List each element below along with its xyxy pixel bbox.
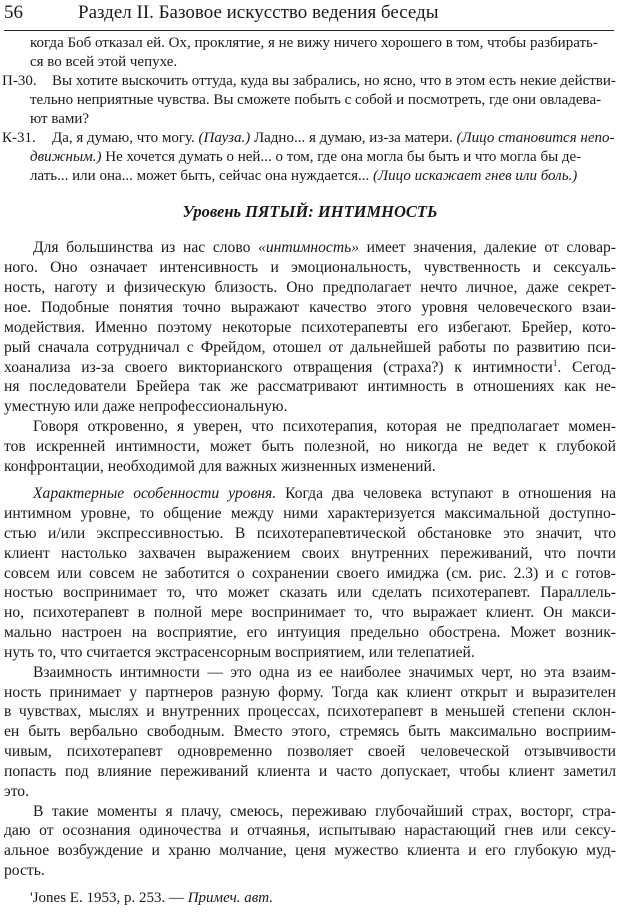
section-heading-part: : ИНТИМНОСТЬ (308, 202, 438, 221)
speaker-label: К-31. (2, 130, 36, 146)
dialogue-text: Да, я думаю, что могу. (52, 130, 195, 146)
paragraph-line: ного. Оно означает интенсивность и эмоциональность, чувственность и сексуаль- (4, 258, 616, 276)
dialogue-text: Не хочется думать о ней... о том, где она могла бы быть и что могла бы де- (105, 149, 582, 165)
text: имеет значения, далекие от словар- (359, 239, 617, 256)
text: . Сегод- (557, 358, 616, 376)
dialogue-line (30, 148, 581, 167)
paragraph-line: нуть то, что считается экстрасенсорным восприятием, или телепатией. (4, 643, 475, 661)
paragraph-line: ное. Подобные понятия точно выражают качество этого уровня человеческого взаи- (4, 298, 616, 316)
stage-direction: (Лицо искажает гнев или боль.) (373, 168, 578, 184)
paragraph-line: интимном уровне, то общение между ними характеризуется максимальной доступно- (4, 505, 616, 523)
dialogue-line: ют вами? (30, 111, 90, 127)
paragraph-line: ня последователи Брейера так же рассматривают интимность в отношениях как не- (4, 378, 616, 396)
stage-direction: (Лицо становится непо- (456, 130, 615, 146)
paragraph-line: рость. (4, 862, 45, 880)
paragraph-line: модействия. Именно поэтому некоторые психотерапевты его избегают. Брейер, кото- (4, 318, 616, 336)
paragraph-line (33, 237, 616, 259)
dialogue-line (30, 167, 577, 186)
text: Для большинства из нас слово (33, 239, 259, 256)
paragraph-line: даю от осознания одиночества и отчаянья, испытываю нарастающий гнев или сексу- (4, 822, 616, 840)
dialogue-text: Ладно... я думаю, из-за матери. (253, 130, 453, 146)
footnote (30, 889, 273, 908)
running-header (4, 0, 614, 31)
text: хоанализа из-за своего викторианского отвращения (страха?) к интимности (4, 358, 553, 376)
paragraph-line: Взаимность интимности — это одна из ее наиболее значимых черт, но эта взаим- (33, 663, 616, 681)
speaker-label: П-30. (2, 73, 37, 89)
paragraph-line: но, психотерапевт в полной мере воспринимает то, что выражает клиент. Он макси- (4, 604, 616, 622)
page-number: 56 (4, 2, 23, 23)
paragraph-line: мально настроен на восприятие, его интуиция предельно обострена. Может возник- (4, 624, 616, 642)
paragraph-line: это. (4, 782, 29, 800)
paragraph-line: ен быть вербально свободным. Вместо этого, стремясь быть максимально восприим- (4, 723, 616, 741)
paragraph-line: стью и/или экспрессивностью. В психотерапевтической обстановке это значит, что (4, 524, 616, 542)
paragraph-line: Говоря откровенно, я уверен, что психотерапия, которая не предполагает момен- (33, 418, 616, 436)
section-heading-part: ПЯТЫЙ (245, 202, 309, 221)
paragraph-line: тов искренней интимности, может быть полезной, но никогда не ведет к глубокой (4, 438, 616, 456)
paragraph-line: В такие моменты я плачу, смеюсь, переживаю глубочайший страх, восторг, стра- (33, 802, 616, 820)
dialogue-line (52, 129, 615, 148)
dialogue-line: ся во всей этой чепухе. (30, 54, 178, 70)
footnote-reference: 'Jones E. 1953, p. 253. — (30, 890, 188, 906)
paragraph-line: конфронтации, необходимой для важных жизненных изменений. (4, 458, 436, 476)
dialogue-line: когда Боб отказал ей. Ох, проклятие, я не вижу ничего хорошего в том, чтобы разбирать- (30, 35, 598, 51)
stage-direction: (Пауза.) (198, 130, 251, 146)
paragraph-line: ность, наготу и физическую близость. Оно предполагает нечто личное, даже секрет- (4, 278, 616, 296)
paragraph-line: клиент настолько захвачен выражением своих внутренних переживаний, что почти (4, 544, 616, 562)
paragraph-line: альное возбуждение и храню молчание, ценя мужество клиента и его глубокую муд- (4, 842, 616, 860)
dialogue-text: лать... или она... может быть, сейчас она нуждается... (30, 168, 370, 184)
emphasis: «интимность» (258, 239, 360, 256)
paragraph-line: ностью воспринимает то, что может сказать или сделать психотерапевт. Параллель- (4, 584, 616, 602)
paragraph-line: в чувствах, мыслях и внутренних процессах, психотерапевт в меньшей степени склон- (4, 703, 616, 721)
paragraph-line: рый сначала сотрудничал с Фрейдом, отошел от дальнейшей работы по развитию пси- (4, 338, 616, 356)
section-heading (0, 202, 620, 222)
section-heading-part: Уровень (182, 202, 246, 221)
paragraph-line: чивым, психотерапевт одновременно позволяет своей человеческой отзывчивости (4, 743, 616, 761)
paragraph-line: уместную или даже непрофессиональную. (4, 398, 288, 416)
run-in-heading: Характерные особенности уровня. (33, 485, 277, 503)
dialogue-line: тельно неприятные чувства. Вы сможете побыть с собой и посмотреть, где они овладева- (30, 92, 602, 108)
paragraph-line (33, 483, 616, 505)
stage-direction: движным.) (30, 149, 102, 165)
paragraph-line: попасть под влияние переживаний клиента и часто допускает, чтобы клиент заметил (4, 762, 616, 780)
paragraph-line: ность принимает у партнеров разную форму. Тогда как клиент открыт и выразителен (4, 683, 616, 701)
paragraph-line (4, 357, 616, 379)
footnote-marker: 1 (552, 357, 558, 368)
text: Когда два человека вступают в отношения на (276, 485, 616, 503)
running-title: Раздел II. Базовое искусство ведения беседы (78, 2, 439, 23)
paragraph-line: совсем или совсем не заботится о сохранении своего имиджа (см. рис. 2.3) и с готов- (4, 564, 616, 582)
footnote-note: Примеч. авт. (187, 890, 274, 906)
dialogue-line: Вы хотите выскочить оттуда, куда вы забрались, но ясно, что в этом есть некие действи- (52, 73, 616, 89)
